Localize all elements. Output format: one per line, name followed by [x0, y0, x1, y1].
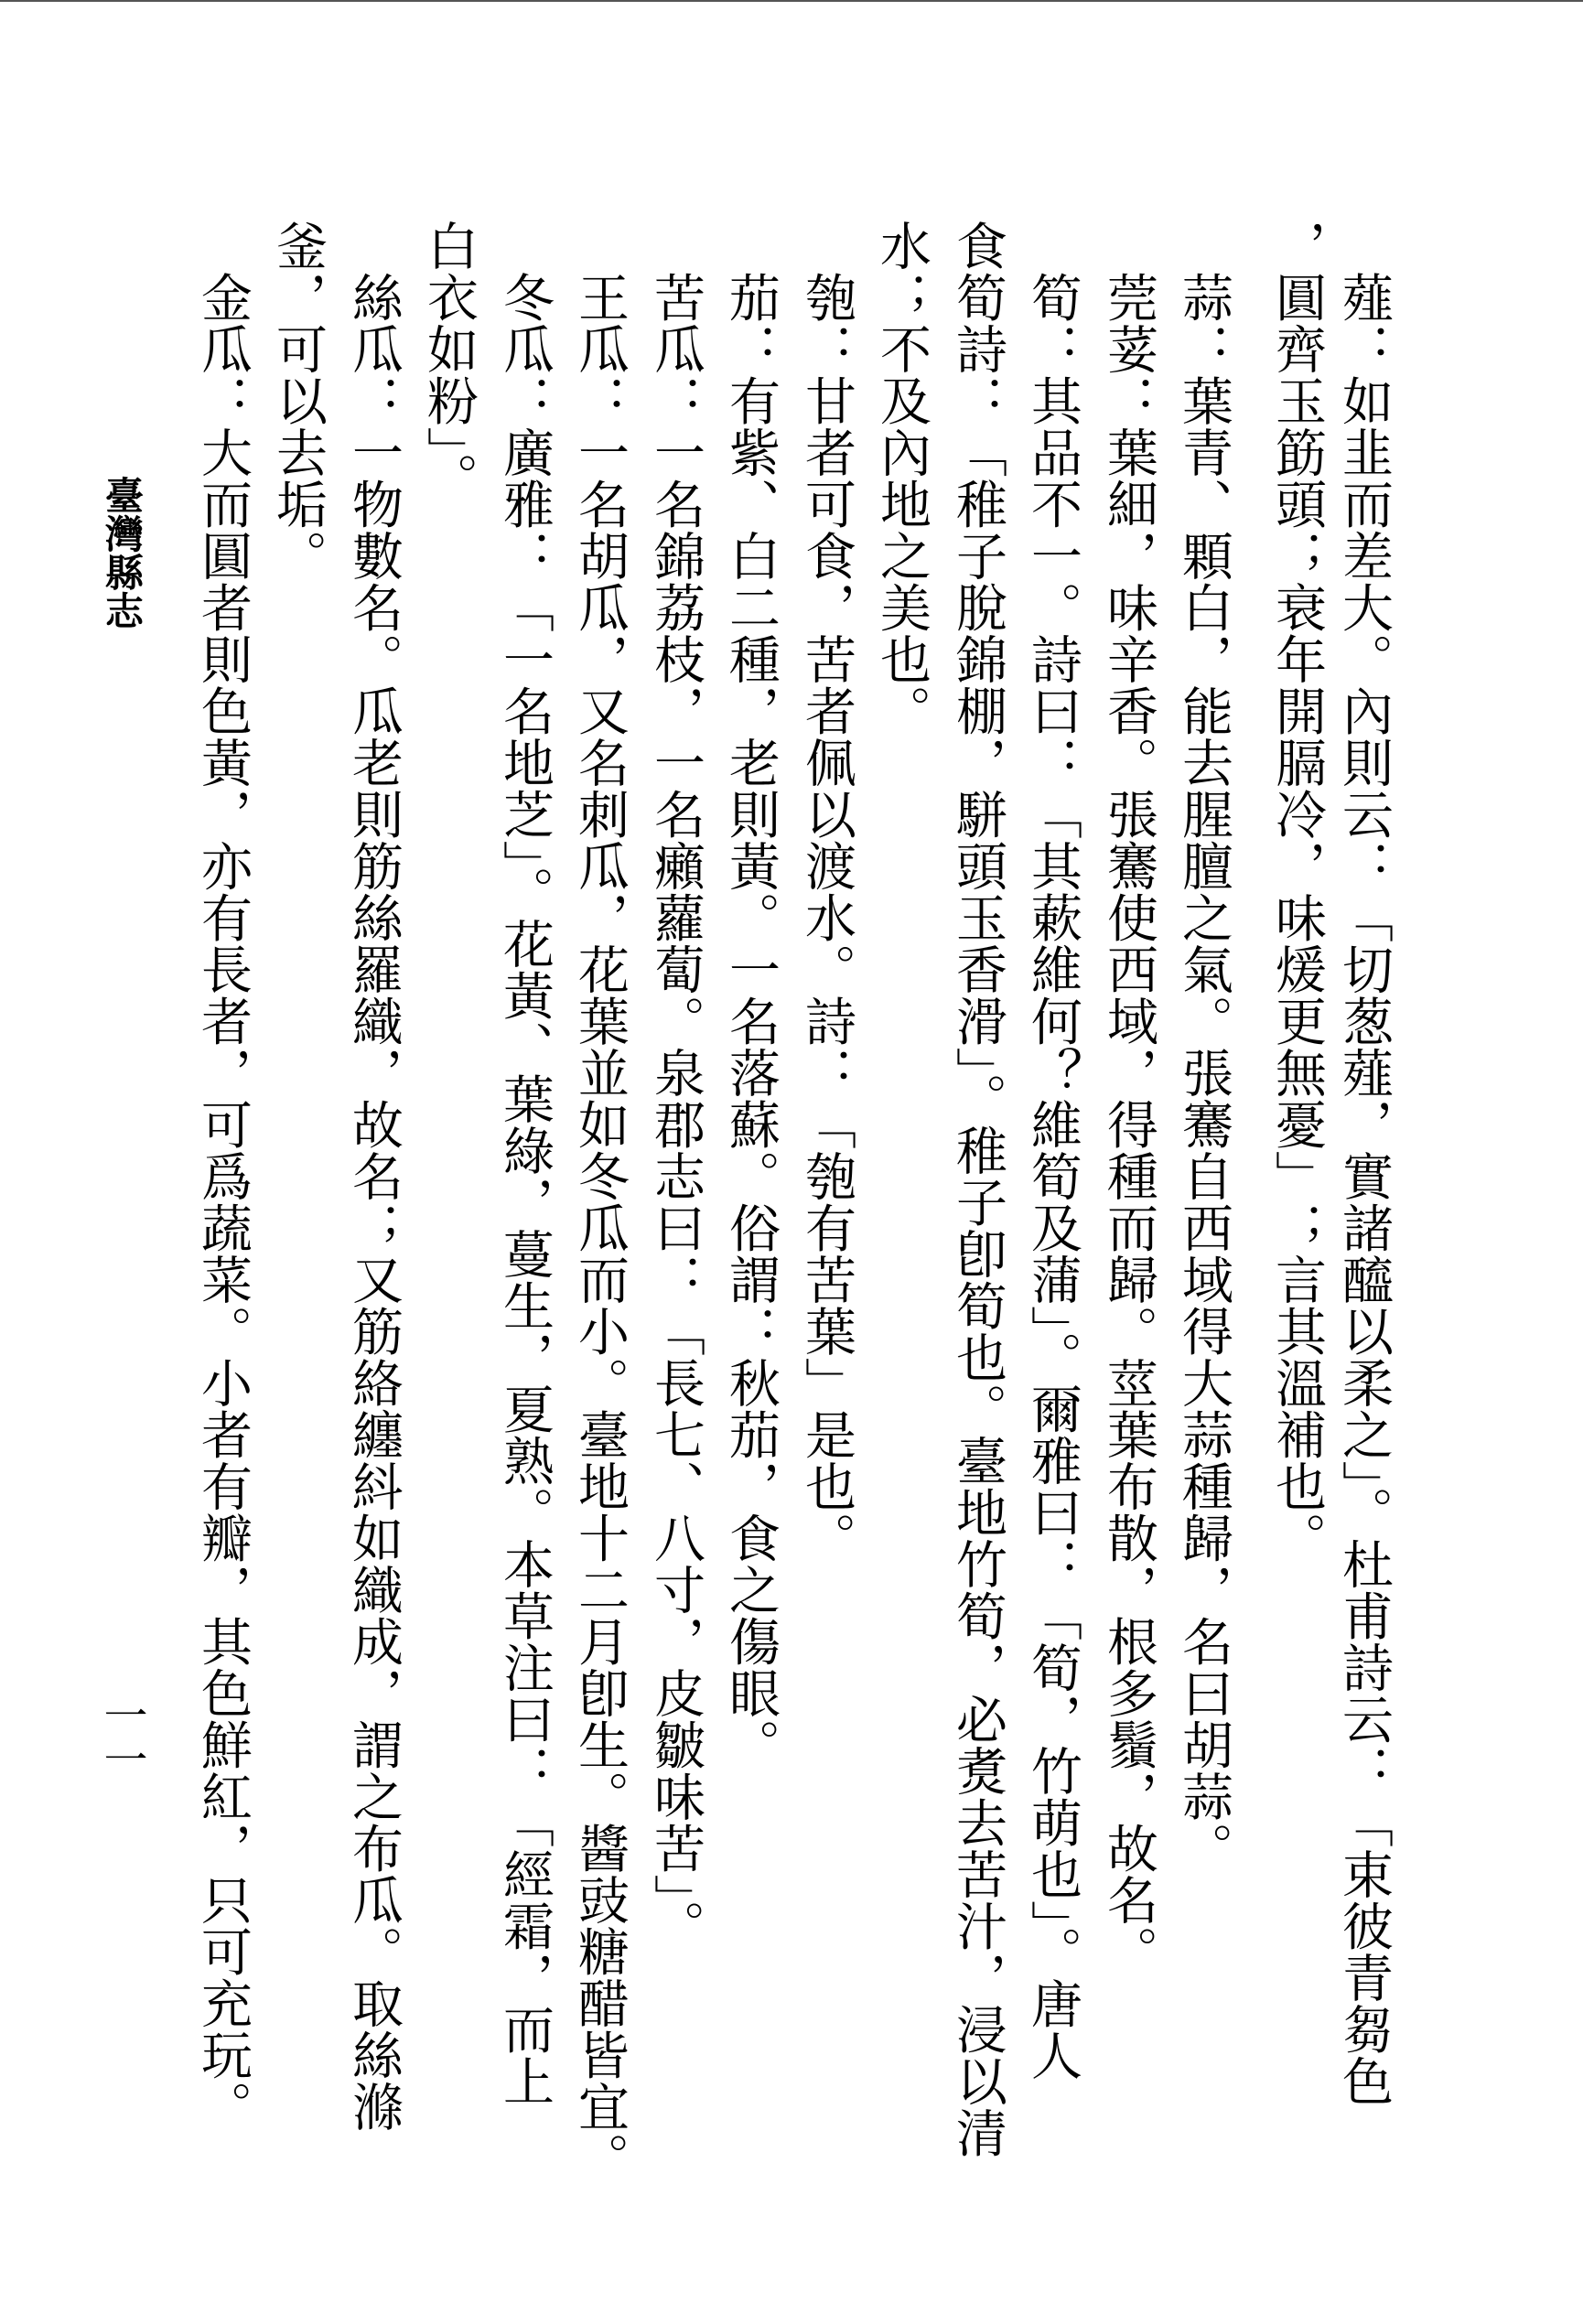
text-column-8: 匏：甘者可食，苦者佩以渡水。詩：「匏有苦葉」是也。 — [797, 220, 856, 1564]
text-column-14: 絲瓜：一物數名。瓜老則筋絲羅織，故名；又筋絡纏紏如織成，謂之布瓜。取絲滌 — [344, 220, 404, 2133]
text-column-13: 白衣如粉」。 — [419, 220, 479, 504]
text-column-6: 食筍詩：「稚子脫錦棚，駢頭玉香滑」。稚子卽筍也。臺地竹筍，必煑去苦汁，浸以清 — [948, 220, 1007, 2158]
text-column-5: 筍：其品不一。詩曰：「其蔌維何？維筍及蒲」。爾雅曰：「筍，竹萌也」。唐人 — [1023, 220, 1082, 2082]
text-column-9: 茄：有紫、白二種，老則黃。一名落蘇。俗謂：秋茄，食之傷眼。 — [721, 220, 781, 1770]
text-column-7: 水；不及內地之美也。 — [872, 220, 931, 737]
page-title: 臺灣縣志 — [100, 476, 145, 629]
text-column-4: 莞荽：葉細，味辛香。張騫使西域，得種而歸。莖葉布散，根多鬚，故名。 — [1099, 220, 1158, 1977]
page-number: 一一 — [96, 1693, 147, 1781]
text-column-3: 蒜：葉青、顆白，能去腥膻之氣。張騫自西域得大蒜種歸，名曰胡蒜。 — [1174, 220, 1233, 1874]
text-column-11: 王瓜：一名胡瓜，又名刺瓜，花葉並如冬瓜而小。臺地十二月卽生。醬豉糖醋皆宜。 — [570, 220, 630, 2184]
text-column-15: 釜，可以去垢。 — [268, 220, 328, 582]
text-column-2: ，圓齊玉筯頭；衰年開膈冷，味煖更無憂」；言其溫補也。 — [1267, 220, 1327, 1564]
text-column-16: 金瓜：大而圓者則色黃，亦有長者，可爲蔬菜。小者有瓣，其色鮮紅，只可充玩。 — [193, 220, 253, 2133]
text-column-10: 苦瓜：一名錦荔枝，一名癩蘿蔔。泉郡志曰：「長七、八寸，皮皺味苦」。 — [646, 220, 705, 1952]
text-column-12: 冬瓜：廣雅：「一名地芝」。花黃、葉綠，蔓生，夏熟。本草注曰：「經霜，而上 — [495, 220, 555, 2107]
text-column-1: 薤：如韭而差大。內則云：「切葱薤，實諸醯以柔之」。杜甫詩云：「束彼青芻色 — [1334, 220, 1394, 2107]
